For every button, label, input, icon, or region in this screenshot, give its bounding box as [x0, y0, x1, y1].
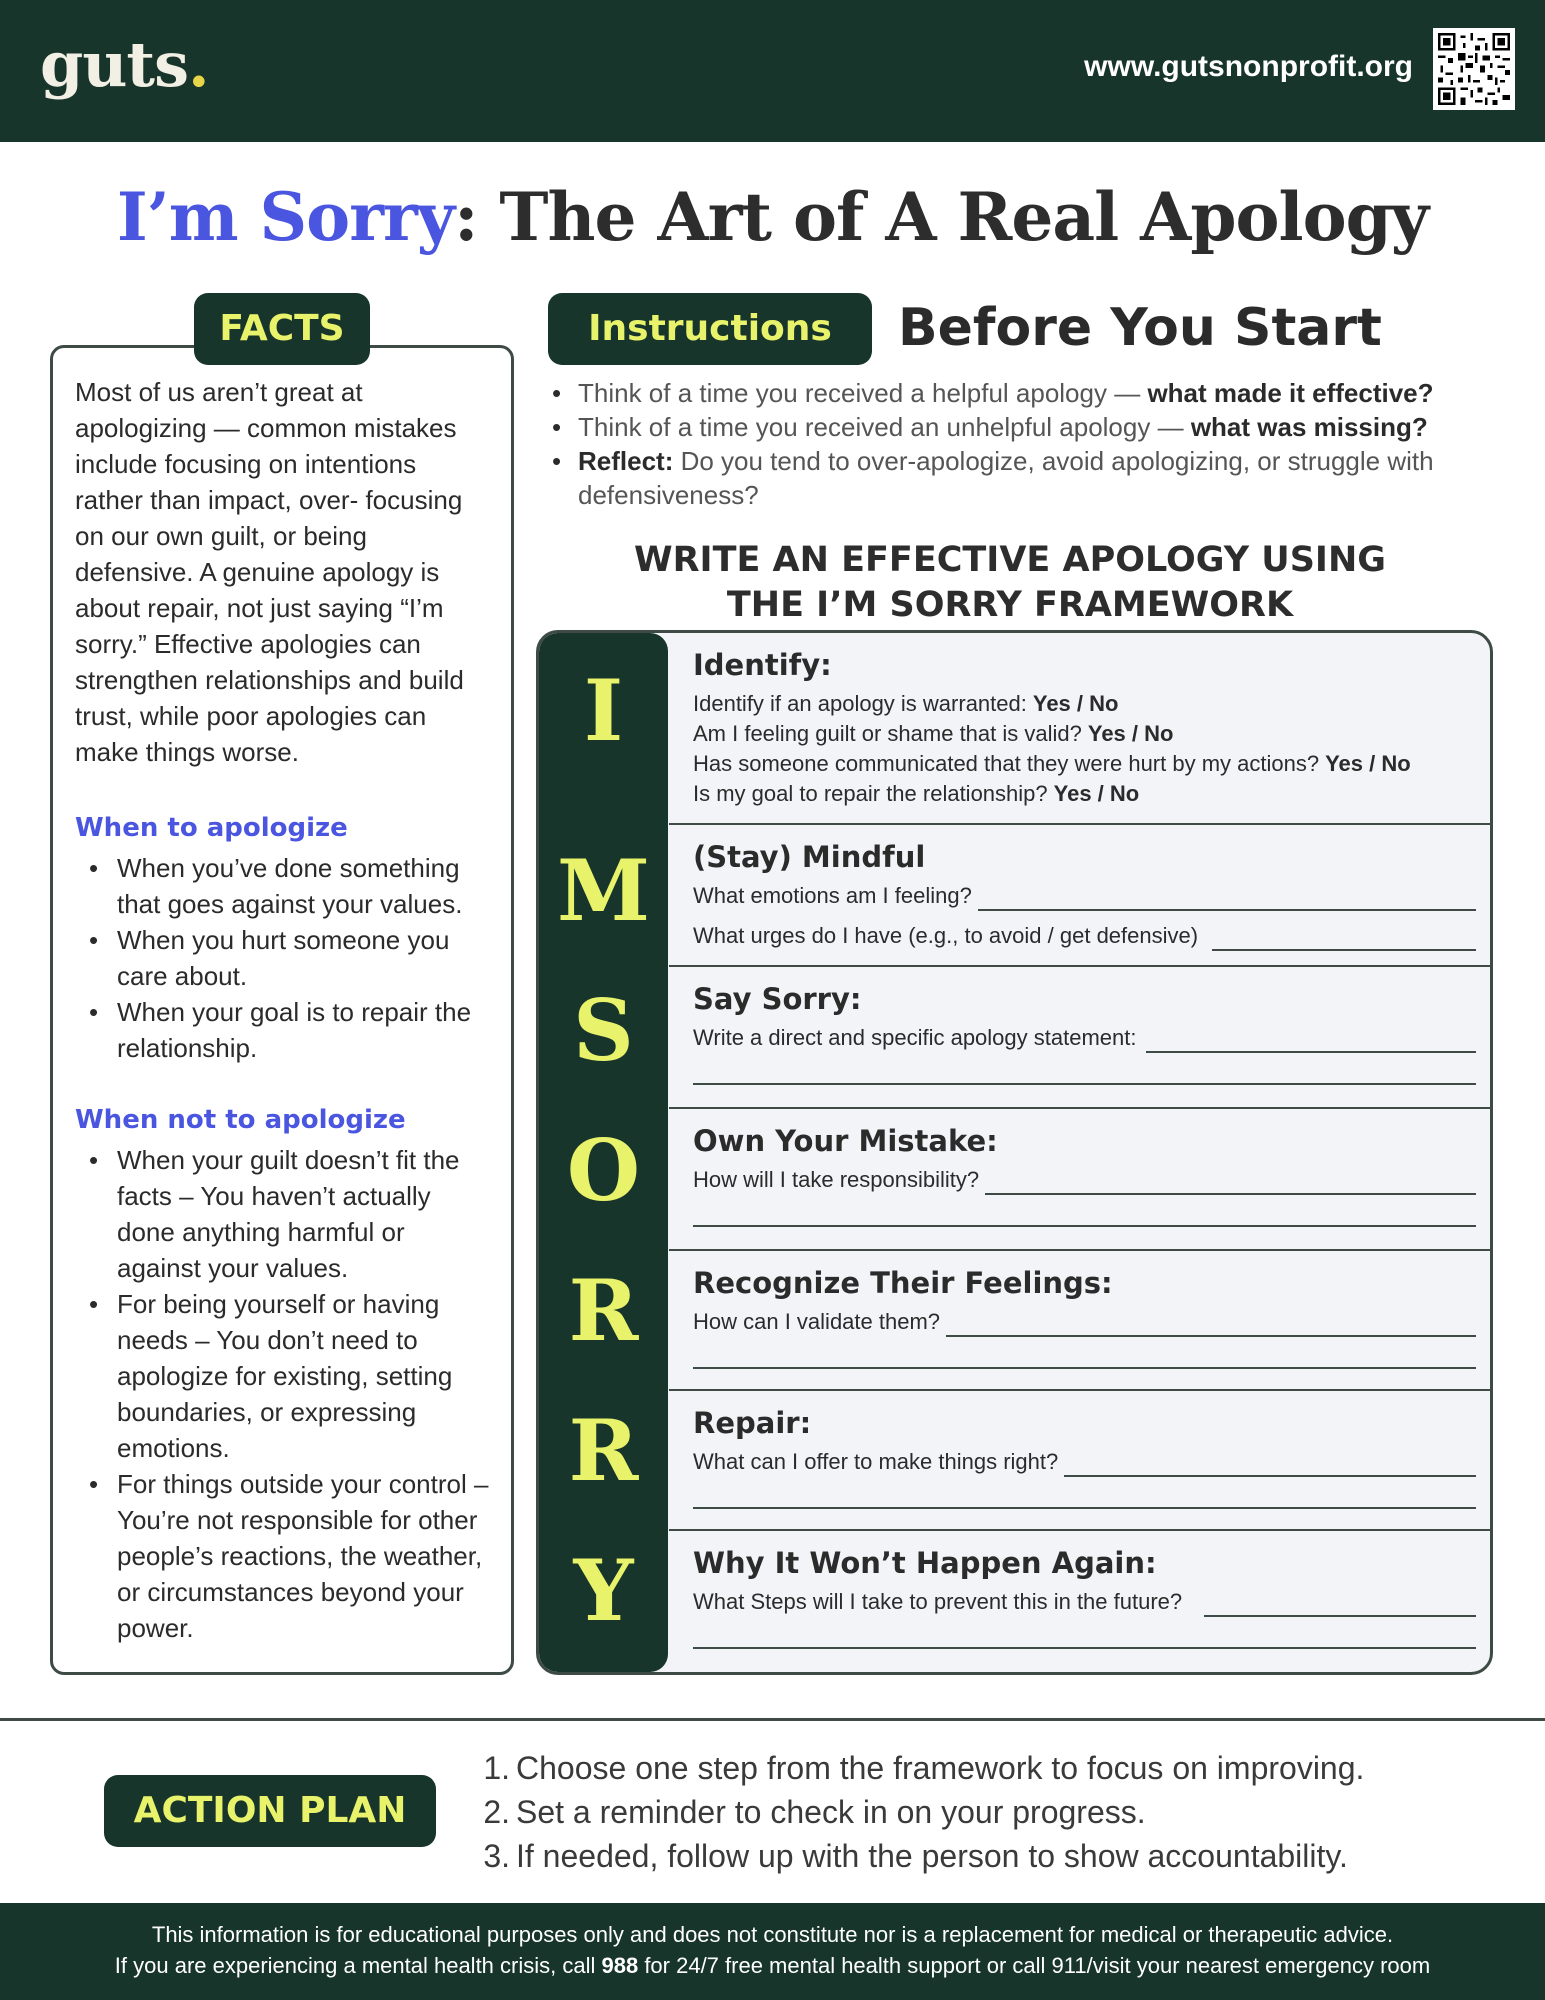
letter-m: M [557, 841, 650, 940]
acronym-column [539, 633, 668, 1672]
logo-text: guts [40, 28, 188, 101]
identify-question[interactable]: Is my goal to repair the relationship? Yes / No [693, 781, 1140, 806]
answer-line[interactable] [693, 1367, 1476, 1369]
letter-r: R [568, 1401, 639, 1500]
im-sorry-framework [536, 630, 1493, 1675]
letter-i: I [583, 661, 624, 760]
list-item: • When your goal is to repair the relationship. [75, 994, 491, 1066]
answer-line[interactable] [985, 1175, 1476, 1195]
mindful-question-emotions: What emotions am I feeling? [693, 883, 972, 908]
mindful-question-urges: What urges do I have (e.g., to avoid / get defensive) [693, 923, 1199, 948]
website-link[interactable]: www.gutsnonprofit.org [1084, 50, 1413, 83]
title-accent: I’m Sorry [116, 178, 455, 256]
list-item: 1. Choose one step from the framework to focus on improving. [483, 1750, 1365, 1786]
mindful-section [669, 825, 1493, 967]
facts-tag: FACTS [194, 293, 370, 365]
letter-o: O [566, 1121, 641, 1220]
answer-line[interactable] [946, 1317, 1476, 1337]
disclaimer-text: This information is for educational purposes only and does not constitute nor is a replacement for medical or therapeutic advice. [151, 1922, 1394, 1947]
instructions-list [548, 376, 1488, 512]
identify-section [669, 633, 1493, 825]
crisis-text: If you are experiencing a mental health crisis, call 988 for 24/7 free mental health support or call 911/visit your nearest emergency room [114, 1953, 1431, 1978]
list-item: • For being yourself or having needs – You don’t need to apologize for existing, setting boundaries, or expressing emotions. [75, 1286, 491, 1466]
answer-line[interactable] [1146, 1033, 1476, 1053]
list-item: • When you’ve done something that goes against your values. [75, 850, 491, 922]
answer-line[interactable] [978, 891, 1476, 911]
when-to-apologize-list [75, 850, 491, 1066]
own-mistake-title: Own Your Mistake: [693, 1124, 998, 1158]
answer-line[interactable] [1212, 931, 1476, 951]
page-footer [0, 1903, 1545, 2000]
why-wont-happen-again-question: What Steps will I take to prevent this in the future? [693, 1589, 1183, 1614]
action-plan-tag: ACTION PLAN [104, 1775, 436, 1847]
qr-code-icon [1433, 28, 1515, 110]
answer-line[interactable] [1064, 1457, 1476, 1477]
logo-dot: . [187, 28, 209, 101]
guts-logo[interactable] [40, 28, 209, 101]
recognize-feelings-section [669, 1251, 1493, 1391]
say-sorry-question: Write a direct and specific apology statement: [693, 1025, 1137, 1050]
facts-intro: Most of us aren’t great at apologizing — common mistakes include focusing on intentions rather than impact, over- focusing on our own guilt, or being defensive. A genuine apology is about repair, not just saying “I’m sorry.” Effective apologies can strengthen relationships and build trust, while poor apologies can make things worse. [75, 377, 464, 767]
own-mistake-question: How will I take responsibility? [693, 1167, 980, 1192]
instructions-tag: Instructions [548, 293, 872, 365]
recognize-feelings-title: Recognize Their Feelings: [693, 1266, 1113, 1300]
list-item: • When you hurt someone you care about. [75, 922, 491, 994]
crisis-number[interactable]: 988 [601, 1953, 639, 1978]
say-sorry-section [669, 967, 1493, 1109]
own-mistake-section [669, 1109, 1493, 1251]
mindful-title: (Stay) Mindful [693, 840, 926, 874]
repair-title: Repair: [693, 1406, 812, 1440]
action-plan-list [470, 1746, 1364, 1878]
before-you-start-heading: Before You Start [898, 298, 1382, 358]
identify-title: Identify: [693, 648, 832, 682]
answer-line[interactable] [1204, 1597, 1476, 1617]
recognize-feelings-question: How can I validate them? [693, 1309, 941, 1334]
answer-line[interactable] [693, 1507, 1476, 1509]
say-sorry-title: Say Sorry: [693, 982, 862, 1016]
page-header [0, 0, 1545, 142]
section-divider [0, 1718, 1545, 1721]
list-item: 2. Set a reminder to check in on your progress. [483, 1794, 1146, 1830]
identify-question[interactable]: Am I feeling guilt or shame that is valid? Yes / No [693, 721, 1174, 746]
list-item: • Think of a time you received a helpful apology — what made it effective? [548, 376, 1488, 410]
list-item: • Think of a time you received an unhelpful apology — what was missing? [548, 410, 1488, 444]
answer-line[interactable] [693, 1647, 1476, 1649]
page-title [0, 178, 1545, 256]
when-not-to-apologize-heading: When not to apologize [75, 1105, 406, 1135]
framework-title-line1: WRITE AN EFFECTIVE APOLOGY USING [634, 540, 1386, 580]
when-not-to-apologize-list [75, 1142, 491, 1646]
framework-title [560, 538, 1460, 628]
answer-line[interactable] [693, 1083, 1476, 1085]
list-item: • When your guilt doesn’t fit the facts – You haven’t actually done anything harmful or against your values. [75, 1142, 491, 1286]
letter-y: Y [573, 1541, 634, 1640]
why-wont-happen-again-title: Why It Won’t Happen Again: [693, 1546, 1157, 1580]
framework-title-line2: THE I’M SORRY FRAMEWORK [726, 585, 1294, 625]
why-wont-happen-again-section [669, 1531, 1493, 1675]
list-item: 3. If needed, follow up with the person to show accountability. [483, 1838, 1348, 1874]
repair-section [669, 1391, 1493, 1531]
identify-question[interactable]: Has someone communicated that they were hurt by my actions? Yes / No [693, 751, 1411, 776]
when-to-apologize-heading: When to apologize [75, 813, 348, 843]
list-item: • Reflect: Do you tend to over-apologize, avoid apologizing, or struggle with defensiveness? [548, 444, 1488, 512]
repair-question: What can I offer to make things right? [693, 1449, 1059, 1474]
list-item: • For things outside your control – You’re not responsible for other people’s reactions, the weather, or circumstances beyond your power. [75, 1466, 491, 1646]
letter-s: S [573, 981, 634, 1080]
title-rest: : The Art of A Real Apology [454, 178, 1429, 256]
answer-line[interactable] [693, 1225, 1476, 1227]
letter-r: R [568, 1261, 639, 1360]
facts-panel [50, 345, 514, 1675]
identify-question[interactable]: Identify if an apology is warranted: Yes / No [693, 691, 1119, 716]
